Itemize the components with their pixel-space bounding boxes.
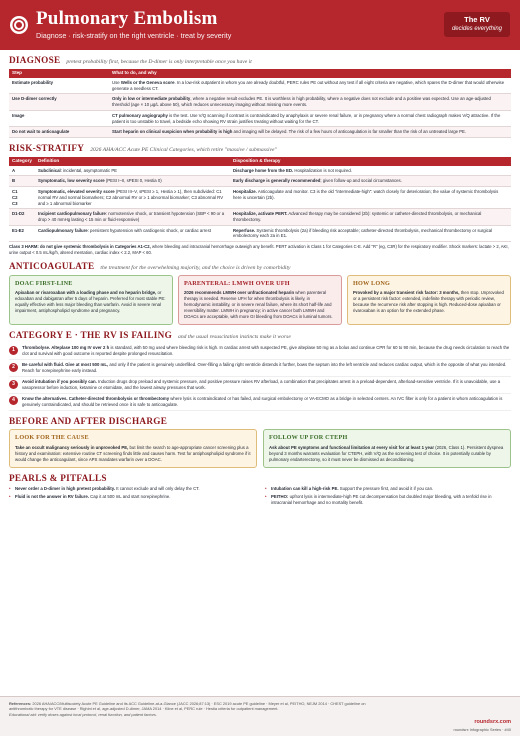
cat-e-steps [9,343,511,410]
dis-bold: Hospitalize. [233,188,257,194]
desc-bold: Only in low or intermediate probability [112,96,191,102]
pitfall-bold: PEITHO: [271,494,289,500]
step-bold: Know the alternatives. Catheter-directed thrombolysis or thrombectomy [22,395,170,401]
card-body-text: (2026, Class 1). Persistent dyspnea beyond 3 months warrants evaluation for CTEPH, with V/Q as the screening test of choice. It is potentially curable by pulmonary endarterectomy, so it must never be dismissed as deconditioning. [269,444,504,462]
pitfall-text: Cap it at 500 mL and start norepinephrine. [88,494,171,500]
dis-text: Advanced therapy may be considered (2b): systemic or catheter-directed thrombolysis, or mechanical thrombectomy. [233,211,482,223]
table-header: Disposition & therapy [230,157,511,166]
def-text: (PESI III–V, sPESI ≥ 1, Hestia ≥ 1), then subdivided: C1 normal RV and normal biomarkers; C2 abnormal RV or ≥ 1 abnormal biomarker; C3 abnormal RV and ≥ 1 abnormal biomarker [38,188,224,206]
lmwh-card [178,275,342,325]
app-logo-icon [10,16,28,34]
risk-heading [9,142,511,155]
disposition-cell [230,176,511,187]
step-item [9,394,511,411]
risk-title: RISK-STRATIFY [9,142,85,153]
card-title: FOLLOW UP FOR CTEPH [269,434,348,442]
card-body-bold: Apixaban or rivaroxaban with a loading phase and no heparin bridge, [15,290,157,296]
step-item [9,360,511,377]
footer [0,696,520,736]
discharge-heading [9,415,511,428]
pitfall-item [265,494,511,506]
pitfalls-list [9,486,511,508]
def-text: (PESI I–II, sPESI 0, Hestia 0) [104,178,162,184]
category-cell: D1-D2 [9,209,35,225]
step-text [22,379,511,391]
step-number: 2 [9,363,18,372]
card-body [184,290,336,320]
pitfall-text: Support the pressure first, and avoid it if you can. [338,486,434,492]
description-cell [109,110,511,126]
pitfall-item [265,486,511,492]
badge-title: The RV [464,15,490,24]
step-number: 3 [9,380,18,389]
def-text: : incidental, asymptomatic PE [60,167,118,173]
card-body [15,445,251,463]
definition-cell [35,186,230,208]
table-header: What to do, and why [109,69,511,78]
pitfall-item [9,494,255,500]
pitfall-bold: Intubation can kill a high-risk PE. [271,486,339,492]
step-bold: Be careful with fluid. Give at most 500 mL, [22,362,109,368]
table-row [9,78,511,94]
duration-card [347,275,511,325]
step-cell: Estimate probability [9,78,109,94]
anticoag-heading [9,260,511,273]
definition-cell [35,166,230,176]
pitfall-bold: Fluid is not the answer in RV failure. [15,494,89,500]
pitfall-text: It cannot exclude and will only delay the CT. [114,486,200,492]
step-bold: Thrombolyse. Alteplase 100 mg IV over 2 h [22,345,110,351]
category-cell: B [9,176,35,187]
page-subtitle: Diagnose · risk-stratify on the right ventricle · treat by severity [36,31,232,40]
category-cell: C1 C2 C3 [9,186,35,208]
definition-cell [35,176,230,187]
card-body [353,290,505,314]
dis-bold: Discharge home from the ED. [233,167,294,173]
def-bold: Incipient cardiopulmonary failure [38,211,106,217]
def-text: : persistent hypotension with cardiogenic shock, or cardiac arrest [87,227,211,233]
disposition-cell [230,166,511,176]
description-cell [109,78,511,94]
discharge-cards [9,429,511,467]
def-bold: Symptomatic, low severity score [38,178,105,184]
disposition-cell [230,186,511,208]
definition-cell [35,209,230,225]
step-cell: Use D-dimer correctly [9,94,109,110]
step-number: 4 [9,396,18,405]
category-cell: A [9,166,35,176]
disposition-cell [230,225,511,241]
pitfall-text: upfront lysis in intermediate-high PE cut decompensation but doubled major bleeding, with a tenfold rise in intracranial hemorrhage and no mortality benefit. [271,494,492,506]
step-text [22,396,511,408]
cat-e-subtitle: and the usual resuscitation instincts make it worse [178,333,291,340]
table-row [9,186,511,208]
desc-text: , where a negative result excludes PE. It is worthless in high probability, where a negative does not exclude and a positive was expected. Use an age-adjusted threshold (age × 10 µg/L above 50), which reduces unnecessary imaging without missing more events. [112,96,491,108]
diagnose-table [9,69,511,138]
table-row [9,209,511,225]
cat-e-heading [9,329,511,342]
pitfalls-title: PEARLS & PITFALLS [9,472,107,483]
anticoag-cards [9,275,511,325]
def-bold: Cardiopulmonary failure [38,227,88,233]
footer-references [9,701,379,732]
step-item [9,343,511,360]
doac-card [9,275,173,325]
desc-text: . In a low-risk outpatient in whom you are already doubtful, PERC rules PE out without any test if all eight criteria are negative, which spares the D-dimer that would otherwise generate a needless CT. [112,79,505,91]
risk-note-text: where bleeding and intracranial hemorrhage outweigh any benefit. PERT activation is Class 1 for Categories C-E. Add "R" (eg, C3R) for the respiratory modifier. Shock markers: lactate > 2, AKI, urine output < 0.5 mL/kg/h, altered mentation, cardiac index < 2.2, MAP < 60. [9,244,509,255]
table-header: Category [9,157,35,166]
cause-card [9,429,257,467]
def-bold: Symptomatic, elevated severity score [38,188,115,194]
card-body-text: then stop. Unprovoked or a persistent risk factor: extended, indefinite therapy with periodic review, because the recurrence risk after stopping is high. Reduced-dose apixaban or rivaroxaban is an option for the extended phase. [353,290,504,313]
diagnose-heading [9,54,511,67]
site-link[interactable]: roundsrx.com [474,719,511,726]
risk-subtitle: 2026 AHA/ACC Acute PE Clinical Categories, which retire "massive / submassive" [90,146,277,153]
step-text [22,345,511,357]
def-bold: Subclinical [38,167,61,173]
category-cell: E1-E2 [9,225,35,241]
desc-bold: Wells or the Geneva score [120,79,175,85]
disclaimer: Educational aid: verify doses against local protocol, renal function, and patient factors. [9,711,157,717]
card-title: PARENTERAL: LMWH OVER UFH [184,279,290,287]
dis-bold: Hospitalize, activate PERT. [233,211,288,217]
anticoag-subtitle: the treatment for the overwhelming majority, and the choice is driven by comorbidity [100,264,291,271]
desc-bold: CT pulmonary angiography [112,112,168,118]
discharge-title: BEFORE AND AFTER DISCHARGE [9,415,168,426]
card-body [269,445,505,463]
header-badge [444,12,510,37]
diagnose-subtitle: pretest probability first, because the D-dimer is only interpretable once you have it [66,59,252,65]
step-body: Induction drugs drop preload and systemic pressure, and positive pressure raises RV afterload, a combination that precipitates arrest in a preload-dependent, afterload-sensitive ventricle. If it is unavoidable, use a vasopressor before induction, ketamine or etomidate, and the lowest airway pressures that work. [22,379,501,390]
step-text [22,362,511,374]
table-header: Definition [35,157,230,166]
table-row [9,110,511,126]
risk-note-bold: Class 3 HARM: do not give systemic thrombolysis in Categories A1-C2, [9,244,151,250]
dis-text: Anticoagulate and monitor. C3 is the old "intermediate-high": watch closely for deterioration; the value of systemic thrombolysis here is uncertain (2b). [233,188,499,200]
pitfall-bold: Never order a D-dimer in high pretest probability. [15,486,115,492]
card-body-bold: Ask about PE symptoms and functional limitation at every visit for at least 1 year [269,444,435,450]
pitfall-item [9,486,255,492]
disposition-cell [230,209,511,225]
header [0,0,520,50]
refs-text: 2026 AHA/ACC/Multisociety Acute PE Guideline and its ACC Guideline-at-a-Glance (JACC 2026;87:13) · ESC 2019 acute PE guideline · Meyer et al, PEITHO, NEJM 2014 · CHEST guideline on antithrombotic therapy for VTE disease · Righini et al, age-adjusted D-dimer, JAMA 2014 · Kline et al, PERC rule · Hestia criteria for outpatient management. [9,701,366,712]
dis-text: Systemic thrombolysis (2a) if bleeding risk acceptable; catheter-directed thrombolysis, mechanical thrombectomy or surgical embolectomy each 2a in E1. [233,227,493,239]
pitfalls-right [265,486,511,508]
table-row [9,127,511,138]
desc-text: and imaging will be delayed. The risk of a few hours of anticoagulation is far smaller than the risk of an untreated large PE. [232,129,467,135]
card-body [15,290,167,314]
desc-pre: Use [112,79,121,85]
card-title: HOW LONG [353,279,391,287]
step-cell: Image [9,110,109,126]
cat-e-title: CATEGORY E · THE RV IS FAILING [9,329,173,340]
risk-note [9,244,511,256]
step-bold: Avoid intubation if you possibly can. [22,379,97,385]
table-row [9,176,511,187]
card-body-text: or edoxaban and dabigatran after 5 days of heparin. Preferred for most stable PE: equally effective with less major bleeding than warfarin. Avoid in severe renal impairment, antiphospholipid syndrome and pregnancy. [15,290,166,313]
badge-subtitle: decides everything [451,26,502,33]
step-body: where lysis is contraindicated or has failed, and surgical embolectomy or VA-ECMO as a bridge in selected centers. An IVC filter is only for a patient in whom anticoagulation is genuinely contraindicated, and should be retrieved once it is safe to anticoagulate. [22,395,503,407]
anticoag-title: ANTICOAGULATE [9,260,95,271]
card-body-bold: Take an occult malignancy seriously in unprovoked PE, [15,444,129,450]
page-title: Pulmonary Embolism [36,8,218,30]
refs-label: References: [9,701,32,706]
card-body-bold: Provoked by a major transient risk factor: 3 months, [353,290,460,296]
table-header: Step [9,69,109,78]
definition-cell [35,225,230,241]
footer-brand [453,701,511,732]
step-number: 1 [9,346,18,355]
desc-bold: Start heparin on clinical suspicion when probability is high [112,129,233,135]
card-body-bold: 2026 recommends LMWH over unfractionated heparin [184,290,295,296]
def-text: : normotensive shock, or transient hypotension (SBP < 90 or a drop > 40 mmHg lasting < 15 min or fluid-responsive) [38,211,225,223]
dis-bold: Reperfuse. [233,227,256,233]
card-body-text: when parenteral therapy is needed. Reserve UFH for when thrombolysis is likely, in hemodynamic instability, or in severe renal failure, where its short half-life and reversibility matter. LMWH in pregnancy; in active cancer both LMWH and DOACs are acceptable, with more GI bleeding from DOACs in luminal tumors. [184,290,333,319]
card-title: DOAC FIRST-LINE [15,279,73,287]
step-body: and only if the patient is genuinely underfilled. Over-filling a failing right ventricle distends it further, bows the septum into the left ventricle and reduces cardiac output, which is the opposite of what you intended. Reach for norepinephrine early instead. [22,362,507,374]
step-cell: Do not wait to anticoagulate [9,127,109,138]
description-cell [109,127,511,138]
dis-bold: Early discharge is generally recommended [233,178,321,184]
pitfalls-heading [9,472,511,485]
description-cell [109,94,511,110]
dis-text: Hospitalization is not required. [293,167,352,173]
card-body-text: but limit the search to age-appropriate cancer screening plus a history and examination: extensive routine CT screening finds little and causes harm. Test for antiphospholipid syndrome if it would change the anticoagulant, since APS mandates warfarin over a DOAC. [15,444,251,462]
step-item [9,377,511,394]
desc-text: is the test. Use V/Q scanning if contrast is contraindicated by anaphylaxis or severe renal failure, or in pregnancy where a normal chest radiograph makes V/Q attractive. If the patient is too unstable to travel, a bedside echo showing RV strain justifies treating without waiting for the CT. [112,112,501,124]
table-row [9,94,511,110]
table-row [9,225,511,241]
risk-table [9,157,511,243]
cteph-card [263,429,511,467]
step-body: is standard, with 50 mg used where bleeding risk is high. In cardiac arrest with suspected PE, give alteplase 50 mg as a bolus and continue CPR for 60 to 90 min, because the drug needs circulation to reach the clot and survival with good outcome is reported despite prolonged resuscitation. [22,345,510,357]
pitfalls-left [9,486,255,508]
series-label: roundsrx Infographic Series · #40 [453,726,511,732]
diagnose-title: DIAGNOSE [9,55,61,65]
dis-text: ; given follow-up and social circumstances. [320,178,402,184]
table-row [9,166,511,176]
card-title: LOOK FOR THE CAUSE [15,434,89,442]
